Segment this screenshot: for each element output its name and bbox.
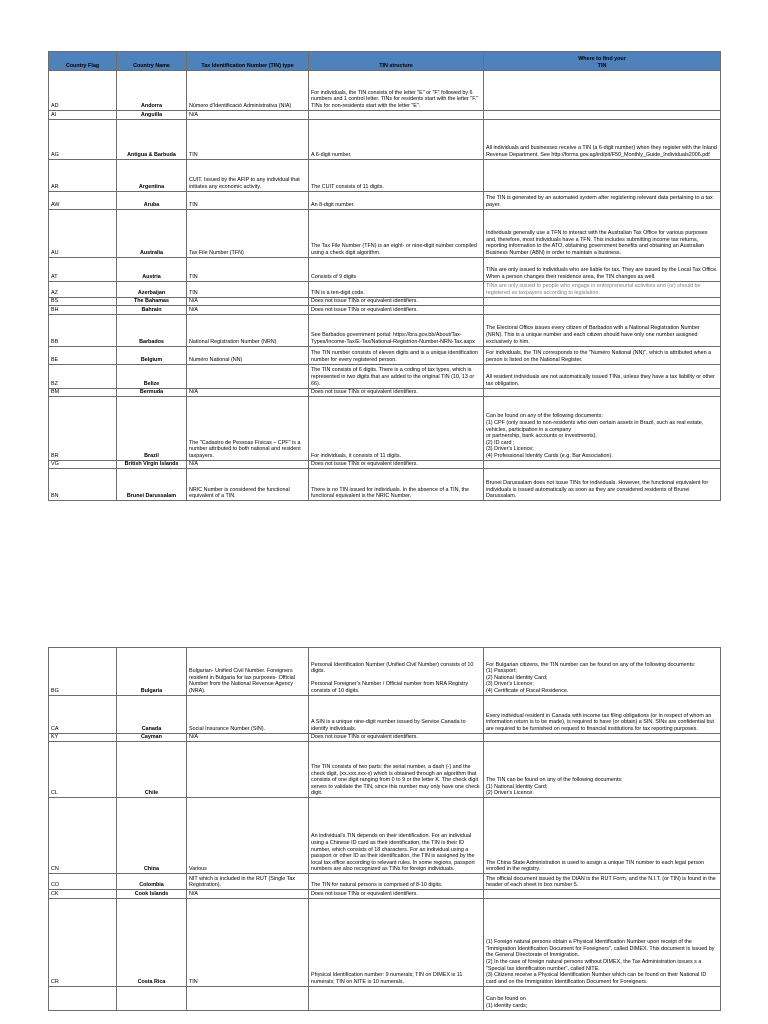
where-to-find-cell: Individuals generally use a TFN to interact with the Australian Tax Office for various purposes and, therefore, most individuals have a TFN. This includes submitting income tax returns, reporting information to the ATO, obtaining government benefits and obtaining an Australian Business Number (ABN) in order to maintain a business. bbox=[484, 209, 721, 257]
table-row bbox=[49, 297, 721, 305]
country-name-cell: The Bahamas bbox=[117, 297, 187, 305]
tin-type-cell bbox=[187, 742, 309, 798]
table-row bbox=[49, 396, 721, 460]
country-code-cell: AR bbox=[49, 159, 117, 191]
country-name-cell: Brunei Darussalam bbox=[117, 469, 187, 501]
table-row bbox=[49, 257, 721, 281]
tin-type-cell: Bulgarian- Unified Civil Number. Foreigners resident in Bulgaria for tax purposes- Official Number from the National Revenue Agency (NRA). bbox=[187, 648, 309, 696]
tin-structure-cell: Physical Identification number: 9 numerals; TIN on DIMEX is 11 numerals; TIN on NITE is 10 numerals. bbox=[309, 898, 484, 986]
country-code-cell: AI bbox=[49, 110, 117, 119]
where-to-find-cell: Can be found on any of the following documents: (1) CPF (only issued to non-residents who own certain assets in Brazil, such as real estate, vehicles, participation in a company or partnership, bank accounts or investments). (2) ID card ; (3) Driver's Licence; (4) Professional Identity Cards (e.g. Bar Association). bbox=[484, 396, 721, 460]
country-name-cell: Brazil bbox=[117, 396, 187, 460]
tin-type-cell bbox=[187, 986, 309, 1010]
table-row bbox=[49, 191, 721, 209]
header-country-flag: Country Flag bbox=[49, 52, 117, 71]
country-name-cell: Belize bbox=[117, 364, 187, 388]
country-name-cell: Austria bbox=[117, 257, 187, 281]
tin-structure-cell: For individuals, the TIN consists of the letter "E" or "F" followed by 6 numbers and 1 control letter. TINs for residents start with the letter "F." TINs for non-residents start with the letter "E". bbox=[309, 70, 484, 110]
country-code-cell: BS bbox=[49, 297, 117, 305]
where-to-find-cell: The TIN can be found on any of the following documents: (1) National Identity Card; (2) Driver's Licence. bbox=[484, 742, 721, 798]
country-code-cell: AU bbox=[49, 209, 117, 257]
country-name-cell: Azerbaijan bbox=[117, 281, 187, 297]
tin-structure-cell: For individuals, it consists of 11 digits. bbox=[309, 396, 484, 460]
country-name-cell: Anguilla bbox=[117, 110, 187, 119]
country-name-cell bbox=[117, 986, 187, 1010]
country-name-cell: Bulgaria bbox=[117, 648, 187, 696]
header-country-name: Country Name bbox=[117, 52, 187, 71]
country-name-cell: China bbox=[117, 798, 187, 874]
country-name-cell: Cook Islands bbox=[117, 890, 187, 898]
tin-structure-cell: A 6-digit number. bbox=[309, 119, 484, 159]
where-to-find-cell bbox=[484, 297, 721, 305]
tin-type-cell: N/A bbox=[187, 297, 309, 305]
tin-structure-cell: TIN is a ten-digit code. bbox=[309, 281, 484, 297]
tin-type-cell: Número d'Identificació Administrativa (NIA) bbox=[187, 70, 309, 110]
table-row bbox=[49, 469, 721, 501]
tin-type-cell: N/A bbox=[187, 388, 309, 396]
table-row bbox=[49, 734, 721, 742]
country-code-cell: BM bbox=[49, 388, 117, 396]
tin-structure-cell bbox=[309, 110, 484, 119]
country-code-cell: AD bbox=[49, 70, 117, 110]
table-row bbox=[49, 314, 721, 346]
header-tin-structure: TIN structure bbox=[309, 52, 484, 71]
table-row bbox=[49, 696, 721, 734]
tin-structure-cell: The CUIT consists of 11 digits. bbox=[309, 159, 484, 191]
country-code-cell: BB bbox=[49, 314, 117, 346]
tin-type-cell: TIN bbox=[187, 281, 309, 297]
country-name-cell: Canada bbox=[117, 696, 187, 734]
tin-type-cell: Various bbox=[187, 798, 309, 874]
country-code-cell: CK bbox=[49, 890, 117, 898]
country-name-cell: Barbados bbox=[117, 314, 187, 346]
tin-type-cell: N/A bbox=[187, 460, 309, 468]
tin-structure-cell: The TIN number consists of eleven digits and is a unique identification number for every registered person. bbox=[309, 346, 484, 364]
table-row bbox=[49, 874, 721, 890]
where-to-find-cell: TINs are only issued to people who engage in entrepreneurial activities and (or) should be registered as taxpayers according to legislation. bbox=[484, 281, 721, 297]
tin-type-cell: N/A bbox=[187, 306, 309, 314]
tin-structure-cell: Personal Identification Number (Unified Civil Number) consists of 10 digits. Personal Foreigner's Number / Official number from NRA Registry consists of 10 digits. bbox=[309, 648, 484, 696]
country-name-cell: Belgium bbox=[117, 346, 187, 364]
where-to-find-cell: All individuals and businesses receive a TIN (a 6-digit number) when they register with the Inland Revenue Department. See http://forms.gov.ag/ird/pit/F50_Monthly_Guide_Individuals2006.pdf bbox=[484, 119, 721, 159]
where-to-find-cell: Brunei Darussalam does not issue TINs for individuals. However, the functional equivalent for individuals is issued automatically as soon as they are considered residents of Brunei Darussalam. bbox=[484, 469, 721, 501]
tin-type-cell: Tax File Number (TFN) bbox=[187, 209, 309, 257]
table-row bbox=[49, 70, 721, 110]
table-row bbox=[49, 460, 721, 468]
country-code-cell: BN bbox=[49, 469, 117, 501]
table-row bbox=[49, 742, 721, 798]
tin-table-2 bbox=[48, 647, 721, 1011]
tin-structure-cell: Consists of 9 digits bbox=[309, 257, 484, 281]
where-to-find-cell bbox=[484, 890, 721, 898]
where-to-find-cell bbox=[484, 460, 721, 468]
where-to-find-cell: The TIN is generated by an automated system after registering relevant data pertaining to a tax payer. bbox=[484, 191, 721, 209]
tin-structure-cell: There is no TIN issued for individuals. In the absence of a TIN, the functional equivalent is the NRIC Number. bbox=[309, 469, 484, 501]
table-row bbox=[49, 159, 721, 191]
where-to-find-cell: For individuals, the TIN corresponds to the "Numéro National (NN)", which is attributed when a person is listed on the National Register. bbox=[484, 346, 721, 364]
table-row bbox=[49, 890, 721, 898]
country-code-cell: CN bbox=[49, 798, 117, 874]
country-code-cell: CL bbox=[49, 742, 117, 798]
country-name-cell: Argentina bbox=[117, 159, 187, 191]
tin-type-cell: NRIC Number is considered the functional equivalent of a TIN. bbox=[187, 469, 309, 501]
country-code-cell: BH bbox=[49, 306, 117, 314]
tin-type-cell: Numéro National (NN) bbox=[187, 346, 309, 364]
table-row bbox=[49, 110, 721, 119]
where-to-find-cell: (1) Foreign natural persons obtain a Physical Identification Number upon receipt of the "Immigration Identification Document for Foreigners", called DIMEX. This document is issued by the General Directorate of Immigration. (2) In the case of foreign natural persons without DIMEX, the Tax Administration issues s a "Special tax identification number", called NITE. (3) Citizens receive a Physical Identification Number which can be found on their National ID card and on the Immigration Identification Document for Foreigners. bbox=[484, 898, 721, 986]
where-to-find-cell: Every individual resident in Canada with income tax filing obligations (or in respect of whom an information return is to be made), is required to have (or obtain) a SIN. SINs are confidential but are required to be furnished on request to financial institutions for tax reporting purposes. bbox=[484, 696, 721, 734]
where-to-find-cell: The China State Administration is used to assign a unique TIN number to each legal person enrolled in the registry. bbox=[484, 798, 721, 874]
tin-type-cell bbox=[187, 364, 309, 388]
country-name-cell: Chile bbox=[117, 742, 187, 798]
country-name-cell: Antigua & Barbuda bbox=[117, 119, 187, 159]
where-to-find-cell: Can be found on (1) identity cards; bbox=[484, 986, 721, 1010]
tin-structure-cell bbox=[309, 986, 484, 1010]
table-row bbox=[49, 209, 721, 257]
tin-structure-cell: A SIN is a unique nine-digit number issued by Service Canada to identify individuals. bbox=[309, 696, 484, 734]
table-row bbox=[49, 798, 721, 874]
country-code-cell: AG bbox=[49, 119, 117, 159]
where-to-find-cell: For Bulgarian citizens, the TIN number can be found on any of the following documents: (1) Passport; (2) National Identity Card; (3) Driver's Licence; (4) Certificate of Fiscal Residence. bbox=[484, 648, 721, 696]
tin-type-cell: NIT which is included in the RUT (Single Tax Registration). bbox=[187, 874, 309, 890]
tin-type-cell: N/A bbox=[187, 734, 309, 742]
country-code-cell: CR bbox=[49, 898, 117, 986]
country-name-cell: Cayman bbox=[117, 734, 187, 742]
country-code-cell: AT bbox=[49, 257, 117, 281]
country-code-cell: BZ bbox=[49, 364, 117, 388]
where-to-find-cell: The official document issued by the DIAN is the RUT Form, and the N.I.T. (or TIN) is found in the header of each sheet in box number 5. bbox=[484, 874, 721, 890]
country-code-cell bbox=[49, 986, 117, 1010]
table-row bbox=[49, 306, 721, 314]
tin-structure-cell: An 8-digit number. bbox=[309, 191, 484, 209]
country-code-cell: KY bbox=[49, 734, 117, 742]
where-to-find-cell: TINs are only issued to individuals who are liable for tax. They are issued by the Local Tax Office. When a person changes their residence area, the TIN changes as well. bbox=[484, 257, 721, 281]
tin-type-cell: Social Insurance Number (SIN). bbox=[187, 696, 309, 734]
header-where-to-find: Where to find your TIN bbox=[484, 52, 721, 71]
tin-type-cell: CUIT. Issued by the AFIP to any individual that initiates any economic activity. bbox=[187, 159, 309, 191]
country-code-cell: BG bbox=[49, 648, 117, 696]
country-code-cell: AZ bbox=[49, 281, 117, 297]
tin-structure-cell: The Tax File Number (TFN) is an eight- or nine-digit number compiled using a check digit algorithm. bbox=[309, 209, 484, 257]
table-header-row bbox=[49, 52, 721, 71]
tin-structure-cell: The TIN consists of two parts: the serial number, a dash (-) and the check digit, (xx.xxx.xxx-x) which is obtained through an algorithm that consists of one digit ranging from 0 to 9 or the letter K. The check digit serves to validate the TIN, since this number may only have one check digit. bbox=[309, 742, 484, 798]
where-to-find-cell bbox=[484, 388, 721, 396]
tin-structure-cell: The TIN for natural persons is comprised of 8-10 digits. bbox=[309, 874, 484, 890]
table-row bbox=[49, 388, 721, 396]
where-to-find-cell: The Electoral Office issues every citizen of Barbados with a National Registration Number (NRN). This is a unique number and each citizen should have only one number assigned exclusively to him. bbox=[484, 314, 721, 346]
country-code-cell: CA bbox=[49, 696, 117, 734]
tin-structure-cell: The TIN consists of 6 digits. There is a coding of tax types, which is represented in two digits that are added to the original TIN (10, 13 or 66). bbox=[309, 364, 484, 388]
tin-table-1 bbox=[48, 51, 721, 501]
tin-structure-cell: Does not issue TINs or equivalent identifiers. bbox=[309, 388, 484, 396]
table-row bbox=[49, 346, 721, 364]
country-name-cell: Bahrain bbox=[117, 306, 187, 314]
where-to-find-cell: All resident individuals are not automatically issued TINs, unless they have a tax liability or other tax obligation. bbox=[484, 364, 721, 388]
tin-structure-cell: An individual's TIN depends on their identification. For an individual using a Chinese ID card as their identification, the TIN is their ID number, which consists of 18 characters. For an individual using a passport or other ID as their identification, the TIN is assigned by the local tax office according to relevant rules. In some regions, passport numbers are also recognized as TINs for foreign individuals. bbox=[309, 798, 484, 874]
country-code-cell: VG bbox=[49, 460, 117, 468]
tin-structure-cell: Does not issue TINs or equivalent identifiers. bbox=[309, 306, 484, 314]
table-row bbox=[49, 986, 721, 1010]
where-to-find-cell bbox=[484, 70, 721, 110]
where-to-find-cell bbox=[484, 159, 721, 191]
tin-type-cell: TIN bbox=[187, 119, 309, 159]
country-code-cell: CO bbox=[49, 874, 117, 890]
country-name-cell: Costa Rica bbox=[117, 898, 187, 986]
tin-type-cell: N/A bbox=[187, 110, 309, 119]
country-code-cell: BR bbox=[49, 396, 117, 460]
where-to-find-cell bbox=[484, 110, 721, 119]
table-row bbox=[49, 648, 721, 696]
tin-type-cell: TIN bbox=[187, 898, 309, 986]
tin-type-cell: N/A bbox=[187, 890, 309, 898]
table-row bbox=[49, 364, 721, 388]
tin-structure-cell: See Barbados government portal: https://bra.gov.bb/About/Tax-Types/Income-Tax/E-Tax/National-Registrion-Number-NRN-Tax.aspx bbox=[309, 314, 484, 346]
table-row bbox=[49, 281, 721, 297]
tin-structure-cell: Does not issue TINs or equivalent identifiers. bbox=[309, 890, 484, 898]
where-to-find-cell bbox=[484, 734, 721, 742]
table-row bbox=[49, 898, 721, 986]
header-tin-type: Tax Identification Number (TIN) type bbox=[187, 52, 309, 71]
country-name-cell: Colombia bbox=[117, 874, 187, 890]
tin-structure-cell: Does not issue TINs or equivalent identifiers. bbox=[309, 734, 484, 742]
tin-type-cell: The "Cadastro de Pessoas Físicas – CPF" is a number attributed to both national and resident taxpayers. bbox=[187, 396, 309, 460]
country-code-cell: AW bbox=[49, 191, 117, 209]
tin-structure-cell: Does not issue TINs or equivalent identifiers. bbox=[309, 297, 484, 305]
table-row bbox=[49, 119, 721, 159]
country-name-cell: Andorra bbox=[117, 70, 187, 110]
country-name-cell: Aruba bbox=[117, 191, 187, 209]
country-name-cell: Bermuda bbox=[117, 388, 187, 396]
tin-type-cell: TIN bbox=[187, 257, 309, 281]
country-name-cell: Australia bbox=[117, 209, 187, 257]
tin-structure-cell: Does not issue TINs or equivalent identifiers. bbox=[309, 460, 484, 468]
tin-type-cell: TIN bbox=[187, 191, 309, 209]
country-code-cell: BE bbox=[49, 346, 117, 364]
tin-type-cell: National Registration Number (NRN) bbox=[187, 314, 309, 346]
country-name-cell: British Virgin Islands bbox=[117, 460, 187, 468]
where-to-find-cell bbox=[484, 306, 721, 314]
